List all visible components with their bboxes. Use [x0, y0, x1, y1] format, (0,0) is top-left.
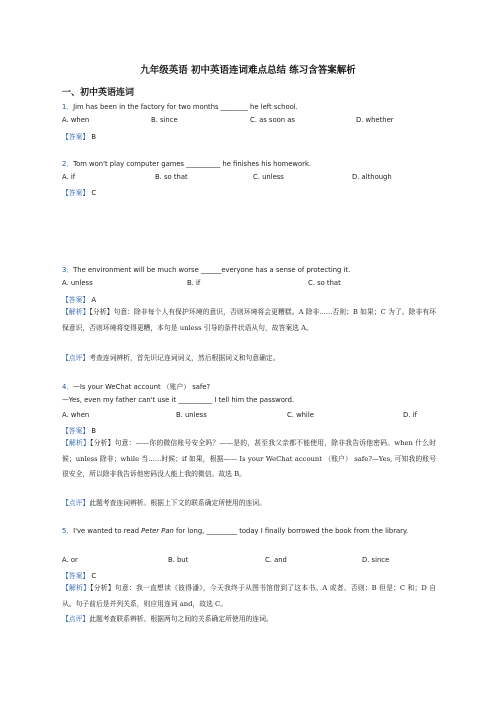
question-stem-post: for long, _________ today I finally borrowed the book from the library.	[173, 527, 409, 535]
answer-value: B	[91, 133, 97, 141]
question-number: 2．	[62, 160, 74, 168]
option-b: B. unless	[176, 411, 207, 419]
comment-tag: 【点评】	[62, 615, 90, 623]
comment-text: 考查连词辨析，首先识记连词词义，然后根据词义和句意确定。	[89, 354, 280, 362]
book-title: Peter Pan	[141, 527, 174, 535]
question-stem: Tom won't play computer games __________ he finishes his homework.	[73, 160, 312, 168]
answer-line	[62, 570, 96, 580]
question-2	[62, 158, 311, 168]
comment-text: 此题考查联系辨析。根据两句之间的关系确定所使用的连词。	[89, 615, 273, 623]
answer-tag: 【答案】	[62, 427, 90, 435]
question-number: 1．	[62, 103, 74, 111]
analysis-text: 【分析】句意：除非每个人有保护环境的意识，否则环境将会更糟糕。A 除非......否则；B 如果；C 为了。除非有环保意识，否则环境将变得更糟，本句是 unless 引导的条件状语从句，故答案选 A。	[62, 308, 437, 332]
option-b: B. since	[151, 116, 178, 124]
comment-paragraph	[62, 496, 436, 512]
question-1	[62, 101, 298, 111]
analysis-text: 【分析】句意：我一直想读《彼得潘》，今天我终于从图书馆借到了这本书。A 或者、否则；B 但是；C 和；D 自从。句子前后是并列关系，则应用连词 and，故选 C。	[62, 584, 437, 608]
question-3	[62, 264, 350, 274]
comment-tag: 【点评】	[62, 499, 90, 507]
question-stem-line-2: —Yes, even my father can't use it __________ I tell him the password.	[62, 396, 295, 404]
analysis-tag: 【解析】	[62, 308, 90, 316]
comment-text: 此题考查连词辨析。根据上下文的联系确定所使用的连词。	[89, 499, 266, 507]
analysis-tag: 【解析】	[62, 584, 91, 592]
comment-paragraph	[62, 612, 436, 628]
answer-tag: 【答案】	[62, 189, 90, 197]
question-number: 5．	[62, 527, 74, 535]
question-stem: The environment will be much worse ______everyone has a sense of protecting it.	[73, 266, 351, 274]
question-4	[62, 381, 210, 391]
analysis-tag: 【解析】	[62, 439, 91, 447]
answer-value: C	[91, 189, 97, 197]
question-stem-line-1: —Is your WeChat account （账户） safe?	[73, 383, 211, 391]
answer-value: C	[91, 572, 97, 580]
answer-line	[62, 425, 96, 435]
answer-line	[62, 131, 96, 141]
analysis-paragraph	[62, 436, 436, 483]
option-d: D. since	[362, 556, 390, 564]
option-d: D. whether	[356, 116, 394, 124]
option-c: C. while	[287, 411, 314, 419]
comment-paragraph	[62, 351, 436, 367]
answer-line	[62, 187, 96, 197]
option-d: D. although	[352, 173, 392, 181]
answer-tag: 【答案】	[62, 572, 90, 580]
option-c: C. and	[265, 556, 287, 564]
option-b: B. so that	[155, 173, 188, 181]
question-stem-pre: I've wanted to read	[73, 527, 142, 535]
answer-tag: 【答案】	[62, 296, 90, 304]
analysis-paragraph	[62, 581, 436, 612]
option-d: D. if	[403, 411, 417, 419]
option-c: C. as soon as	[250, 116, 295, 124]
option-a: A. or	[62, 556, 78, 564]
answer-value: B	[91, 427, 97, 435]
option-c: C. unless	[253, 173, 284, 181]
comment-tag: 【点评】	[62, 354, 90, 362]
document-title: 九年级英语 初中英语连词难点总结 练习含答案解析	[140, 65, 356, 76]
analysis-text: 【分析】句意：——你的微信账号安全吗？——是的，甚至我父亲都不能使用，除非我告诉他密码。when 什么时候；unless 除非；while 当......时候；if 如果，根据—— Is your WeChat account （账户） safe?—Yes, 可知我的账号很安全，所以除非我告诉他密码没人能上我的微信。故选 B。	[62, 439, 437, 478]
answer-value: A	[91, 296, 97, 304]
option-a: A. when	[62, 411, 90, 419]
option-b: B. if	[187, 279, 201, 287]
option-a: A. unless	[62, 279, 93, 287]
answer-line	[62, 294, 96, 304]
option-a: A. when	[62, 116, 90, 124]
option-a: A. if	[62, 173, 76, 181]
answer-tag: 【答案】	[62, 133, 90, 141]
question-number: 3．	[62, 266, 74, 274]
question-stem: Jim has been in the factory for two months ________ he left school.	[73, 103, 298, 111]
question-5	[62, 524, 436, 539]
analysis-paragraph	[62, 305, 436, 336]
section-heading: 一、初中英语连词	[62, 88, 135, 98]
option-b: B. but	[168, 556, 189, 564]
question-number: 4．	[62, 383, 74, 391]
option-c: C. so that	[308, 279, 341, 287]
